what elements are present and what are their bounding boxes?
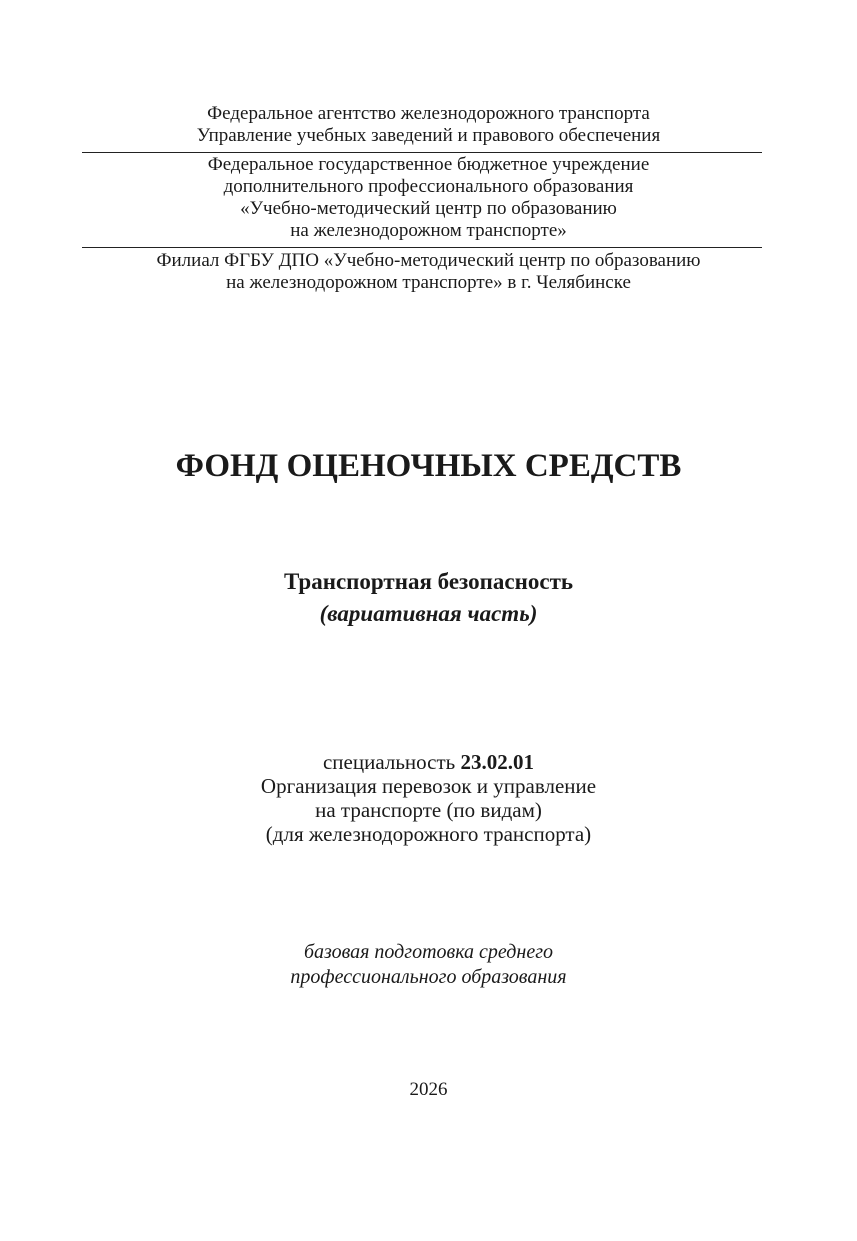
specialty-name-line: (для железнодорожного транспорта): [265, 822, 592, 846]
institution-line: на железнодорожном транспорте»: [290, 220, 567, 241]
education-level-line: профессионального образования: [290, 966, 567, 988]
document-title: ФОНД ОЦЕНОЧНЫХ СРЕДСТВ: [175, 448, 682, 484]
branch-header: [0, 250, 857, 294]
specialty-name-line: на транспорте (по видам): [315, 798, 542, 822]
specialty-block: [0, 750, 857, 846]
header-divider: [82, 152, 762, 153]
specialty-name-line: Организация перевозок и управление: [260, 774, 597, 798]
publication-year: 2026: [409, 1079, 448, 1100]
specialty-label: специальность: [322, 750, 456, 774]
branch-line: на железнодорожном транспорте» в г. Челябинске: [226, 272, 631, 293]
education-level-line: базовая подготовка среднего: [303, 941, 554, 963]
agency-department-line: Управление учебных заведений и правового обеспечения: [196, 125, 661, 146]
discipline-name: Транспортная безопасность: [283, 569, 574, 594]
specialty-code: 23.02.01: [460, 750, 534, 774]
institution-header: [0, 154, 857, 242]
institution-line: «Учебно-методический центр по образованию: [240, 198, 617, 219]
branch-line: Филиал ФГБУ ДПО «Учебно-методический центр по образованию: [156, 250, 701, 271]
institution-line: дополнительного профессионального образования: [223, 176, 634, 197]
institution-line: Федеральное государственное бюджетное учреждение: [207, 154, 650, 175]
education-level-block: [0, 940, 857, 990]
discipline-block: [0, 566, 857, 630]
agency-line: Федеральное агентство железнодорожного транспорта: [207, 103, 650, 124]
agency-header: [0, 103, 857, 147]
discipline-part: (вариативная часть): [319, 601, 538, 626]
header-divider: [82, 247, 762, 248]
specialty-line: [0, 750, 857, 774]
